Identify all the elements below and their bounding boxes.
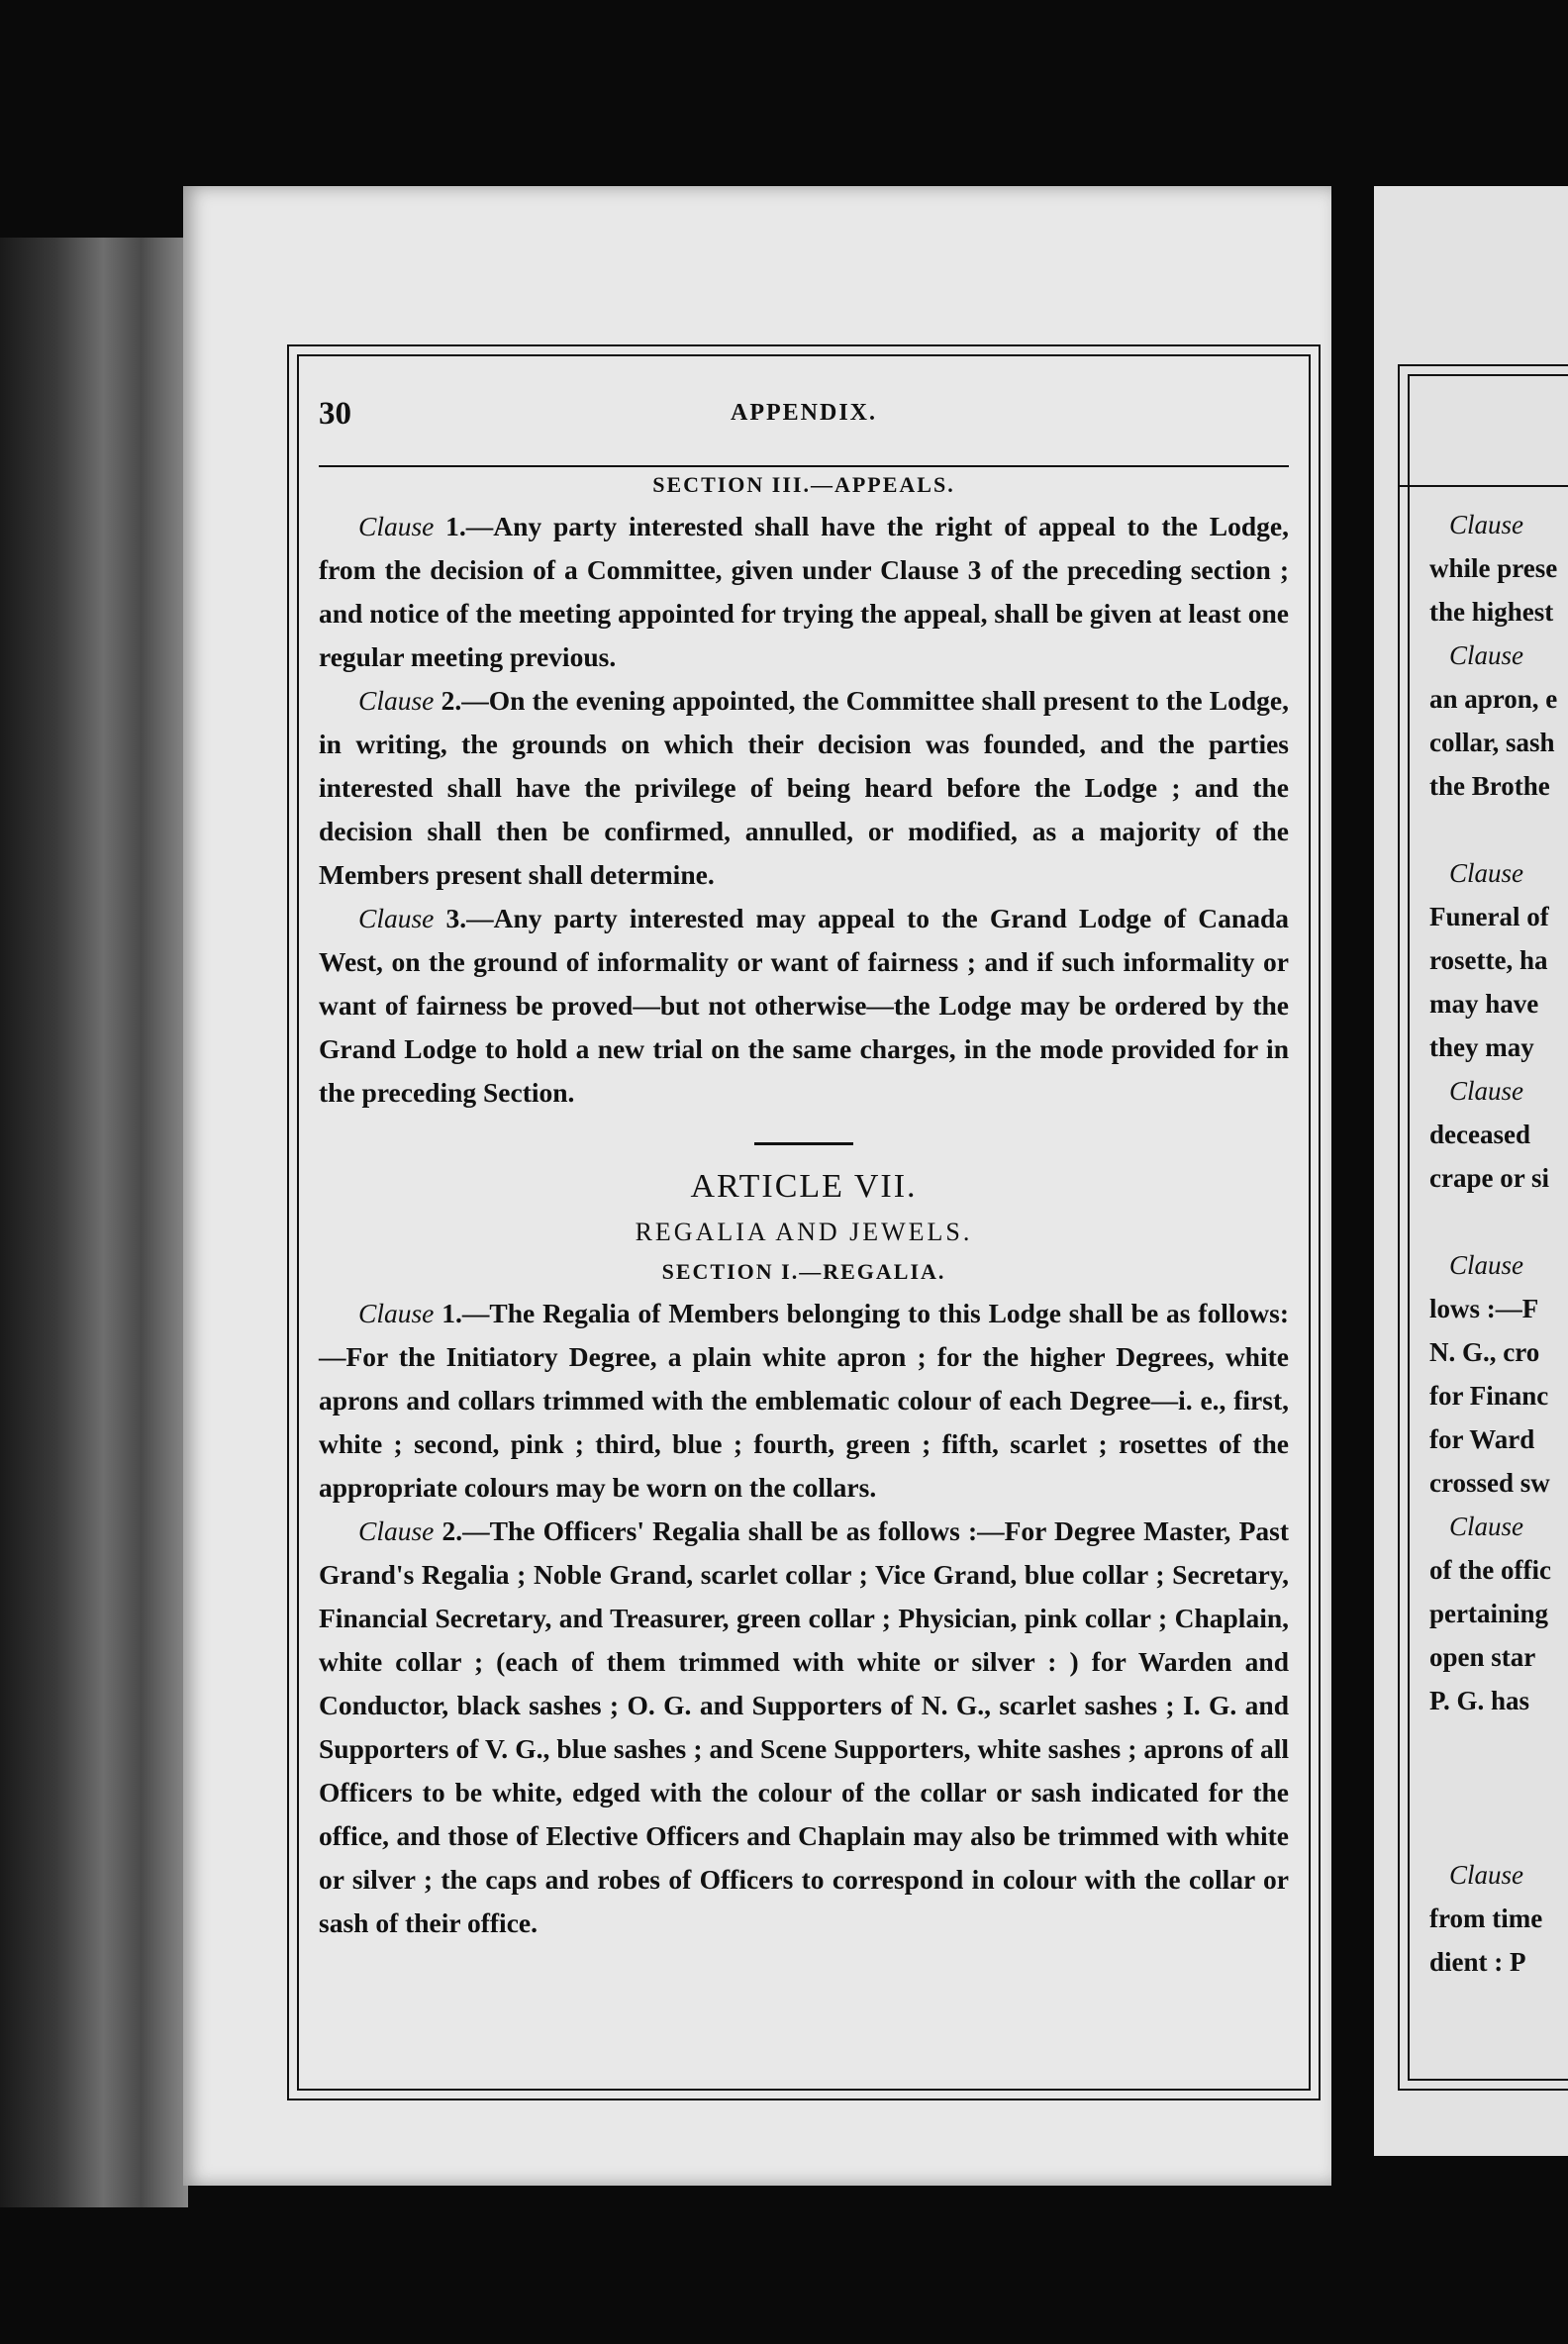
facing-page-line: Clause xyxy=(1449,640,1524,670)
clause-label: Clause xyxy=(358,685,435,716)
clause-text: 2.—On the evening appointed, the Committee shall present to the Lodge, in writing, the grounds on which their decision was founded, and the parties interested shall have the privilege of being heard before the Lodge ; and the decision shall then be confirmed, annulled, or modified, as a majority of the Members present shall determine. xyxy=(319,685,1289,890)
running-head: APPENDIX. xyxy=(731,400,877,426)
facing-page-line: of the offic xyxy=(1429,1555,1551,1585)
facing-page-line: Clause xyxy=(1449,1076,1524,1106)
regalia-clause-2 xyxy=(319,1510,1289,1945)
book-page-edges xyxy=(0,238,188,2207)
facing-page-line: Clause xyxy=(1449,1250,1524,1280)
article-subtitle: REGALIA AND JEWELS. xyxy=(635,1218,973,1246)
clause-text: 1.—The Regalia of Members belonging to this Lodge shall be as follows:—For the Initiatory Degree, a plain white apron ; for the higher Degrees, white aprons and collars trimmed with the emblematic colour of each Degree—i. e., first, white ; second, pink ; third, blue ; fourth, green ; fifth, scarlet ; rosettes of the appropriate colours may be worn on the collars. xyxy=(319,1298,1289,1503)
facing-page-line: for Financ xyxy=(1429,1381,1549,1411)
facing-page-line: for Ward xyxy=(1429,1424,1535,1454)
facing-page-line: they may xyxy=(1429,1032,1534,1062)
facing-page-line: may have xyxy=(1429,989,1539,1019)
page-header xyxy=(319,386,1289,445)
appeals-clause-1 xyxy=(319,505,1289,679)
facing-page-line: Funeral of xyxy=(1429,902,1549,931)
clause-text: 2.—The Officers' Regalia shall be as follows :—For Degree Master, Past Grand's Regalia ; Noble Grand, scarlet collar ; Vice Grand, blue collar ; Secretary, Financial Secretary, and Treasurer, green collar ; Physician, pink collar ; Chaplain, white collar ; (each of them trimmed with white or silver : ) for Warden and Conductor, black sashes ; O. G. and Supporters of N. G., scarlet sashes ; I. G. and Supporters of V. G., blue sashes ; and Scene Supporters, white sashes ; aprons of all Officers to be white, edged with the colour of the collar or sash indicated for the office, and those of Elective Officers and Chaplain may also be trimmed with white or silver ; the caps and robes of Officers to correspond in colour with the collar or sash of their office. xyxy=(319,1515,1289,1938)
facing-page-line: Clause xyxy=(1449,1512,1524,1541)
facing-page xyxy=(1374,186,1568,2156)
facing-page-line: from time xyxy=(1429,1904,1543,1933)
clause-label: Clause xyxy=(358,1515,435,1546)
facing-page-line: Clause xyxy=(1449,510,1524,539)
facing-page-line: rosette, ha xyxy=(1429,945,1548,975)
regalia-clause-1 xyxy=(319,1292,1289,1510)
facing-page-text xyxy=(1429,503,1568,1984)
clause-text: 3.—Any party interested may appeal to the Grand Lodge of Canada West, on the ground of informality or want of fairness ; and if such informality or want of fairness be proved—but not otherwise—the Lodge may be ordered by the Grand Lodge to hold a new trial on the same charges, in the mode provided for in the preceding Section. xyxy=(319,903,1289,1108)
facing-page-line xyxy=(1429,1722,1568,1766)
facing-page-line: open star xyxy=(1429,1642,1536,1672)
page-number: 30 xyxy=(319,396,351,432)
book-page xyxy=(183,186,1331,2186)
facing-page-line: lows :—F xyxy=(1429,1294,1539,1323)
appeals-clause-3 xyxy=(319,897,1289,1115)
facing-page-line: pertaining xyxy=(1429,1599,1549,1628)
facing-page-line xyxy=(1429,808,1568,851)
facing-page-line: deceased xyxy=(1429,1120,1530,1149)
facing-page-line xyxy=(1429,1809,1568,1853)
section-heading-regalia: SECTION I.—REGALIA. xyxy=(661,1259,946,1284)
clause-text: 1.—Any party interested shall have the right of appeal to the Lodge, from the decision of a Committee, given under Clause 3 of the preceding section ; and notice of the meeting appointed for trying the appeal, shall be given at least one regular meeting previous. xyxy=(319,511,1289,672)
appeals-clause-2 xyxy=(319,679,1289,897)
facing-page-line: collar, sash xyxy=(1429,728,1555,757)
facing-page-line: N. G., cro xyxy=(1429,1337,1540,1367)
facing-page-line: P. G. has xyxy=(1429,1686,1530,1715)
clause-label: Clause xyxy=(358,903,435,933)
page-border-inner xyxy=(297,354,1311,2091)
facing-page-line: Clause xyxy=(1449,858,1524,888)
clause-label: Clause xyxy=(358,511,435,541)
clause-label: Clause xyxy=(358,1298,435,1328)
facing-page-line: while prese xyxy=(1429,553,1558,583)
facing-page-header-rule xyxy=(1398,485,1568,487)
article-divider xyxy=(754,1142,853,1145)
facing-page-line xyxy=(1429,1766,1568,1809)
page-body xyxy=(319,467,1289,1945)
facing-page-line: crape or si xyxy=(1429,1163,1549,1193)
facing-page-line: the highest xyxy=(1429,597,1554,627)
facing-page-line xyxy=(1429,1200,1568,1243)
section-heading-appeals: SECTION III.—APPEALS. xyxy=(652,472,955,497)
facing-page-line: an apron, e xyxy=(1429,684,1558,714)
facing-page-line: the Brothe xyxy=(1429,771,1550,801)
page-border-outer xyxy=(287,344,1321,2100)
facing-page-line: crossed sw xyxy=(1429,1468,1550,1498)
facing-page-line: Clause xyxy=(1449,1860,1524,1890)
article-title: ARTICLE VII. xyxy=(690,1168,918,1205)
facing-page-line: dient : P xyxy=(1429,1947,1526,1977)
